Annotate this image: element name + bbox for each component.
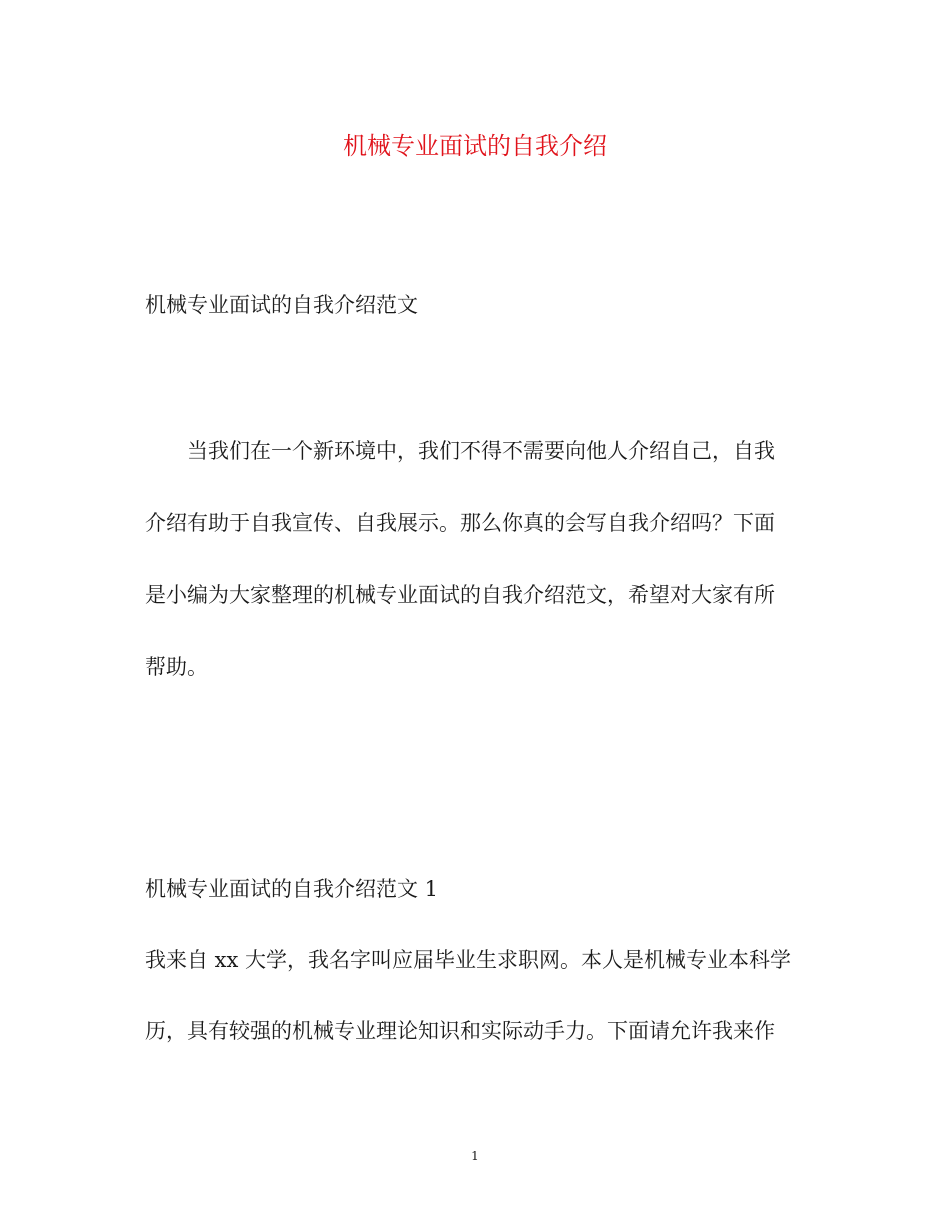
intro-line-2: 介绍有助于自我宣传、自我展示。那么你真的会写自我介绍吗？下面 xyxy=(145,511,775,535)
page-number: 1 xyxy=(471,1149,479,1163)
intro-line-3: 是小编为大家整理的机械专业面试的自我介绍范文，希望对大家有所 xyxy=(145,583,775,607)
section1-line-2: 历，具有较强的机械专业理论知识和实际动手力。下面请允许我来作 xyxy=(145,1019,775,1043)
section1-heading: 机械专业面试的自我介绍范文 1 xyxy=(145,877,439,901)
document-title: 机械专业面试的自我介绍 xyxy=(343,132,607,160)
intro-line-4: 帮助。 xyxy=(145,655,208,679)
intro-line-1: 当我们在一个新环境中，我们不得不需要向他人介绍自己，自我 xyxy=(187,439,775,463)
section1-line-1: 我来自 xx 大学，我名字叫应届毕业生求职网。本人是机械专业本科学 xyxy=(145,948,792,972)
document-subtitle: 机械专业面试的自我介绍范文 xyxy=(145,293,418,317)
